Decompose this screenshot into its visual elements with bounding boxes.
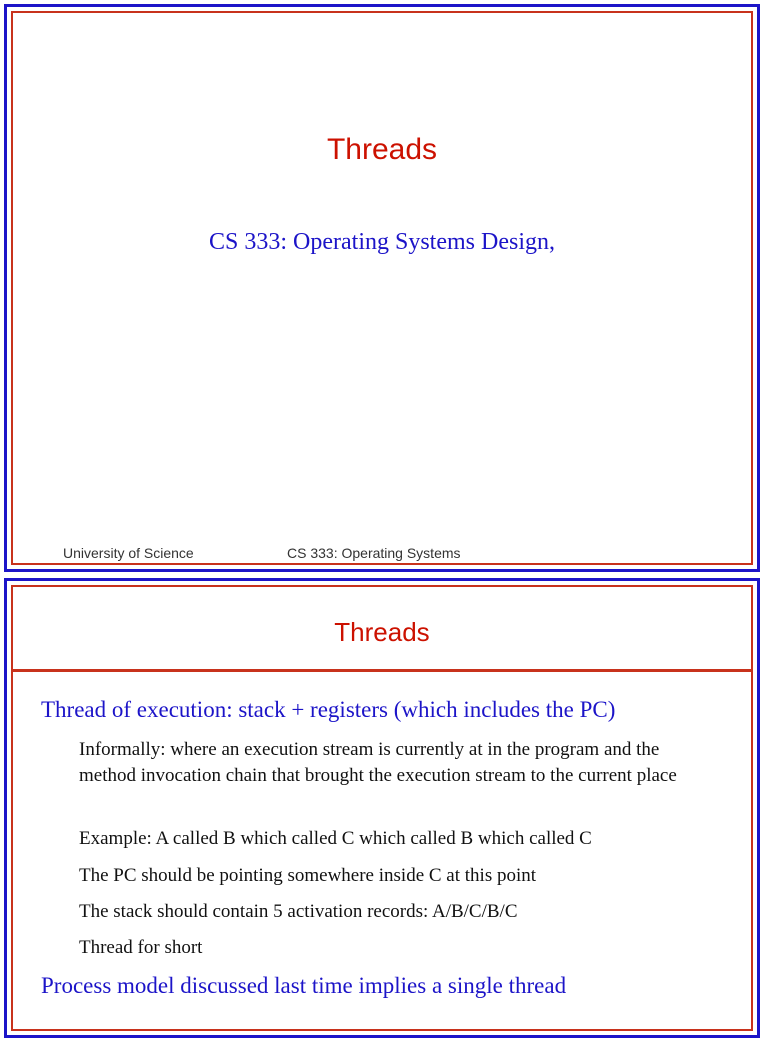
sub-bullet: The PC should be pointing somewhere inside C at this point xyxy=(79,865,537,886)
sub-bullet: The stack should contain 5 activation records: A/B/C/B/C xyxy=(79,901,518,922)
slide-subtitle: CS 333: Operating Systems Design, xyxy=(209,229,555,255)
slide-title: Threads xyxy=(334,617,430,647)
slide-title: Threads xyxy=(326,133,438,166)
content-slide xyxy=(4,578,760,1038)
sub-bullet: Informally: where an execution stream is currently at in the program and the method invocation chain that brought the execution stream to the current place xyxy=(79,739,677,786)
sub-bullet: Example: A called B which called C which called B which called C xyxy=(79,828,592,849)
bullet-point: Thread of execution: stack + registers (which includes the PC) xyxy=(41,697,616,722)
slide-frame xyxy=(11,585,753,1031)
footer-course: CS 333: Operating Systems xyxy=(287,545,461,561)
slide-frame xyxy=(11,11,753,565)
bullet-point: Process model discussed last time implies a single thread xyxy=(41,973,567,998)
title-slide xyxy=(4,4,760,572)
footer-institution: University of Science xyxy=(63,545,194,561)
sub-bullet: Thread for short xyxy=(79,937,203,958)
title-divider xyxy=(11,669,753,672)
